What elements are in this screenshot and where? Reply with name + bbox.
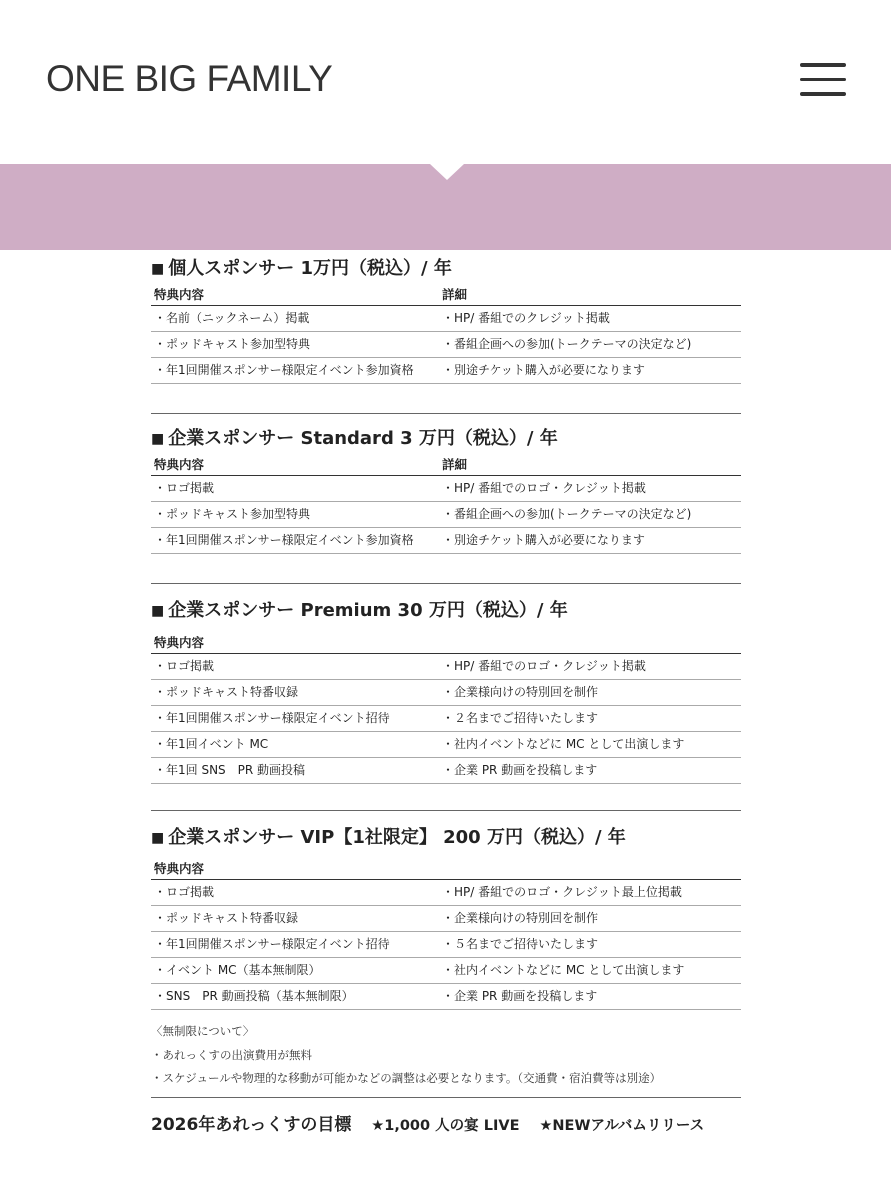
plan-title: ■ 企業スポンサー VIP【1社限定】 200 万円（税込）/ 年 [151,827,626,848]
benefit-cell: ・ポッドキャスト特番収録 [154,685,299,699]
benefit-cell: ・ポッドキャスト参加型特典 [154,337,311,351]
square-bullet-icon: ■ [151,431,165,447]
notes-heading: 〈無制限について〉 [151,1024,255,1038]
detail-cell: ・番組企画への参加(トークテーマの決定など) [442,507,692,521]
table-row [151,958,741,984]
goal-item: ★NEWアルバムリリース [539,1118,705,1134]
header-benefits: 特典内容 [154,287,205,302]
table-row [151,654,741,680]
plan-vip [151,811,741,1098]
square-bullet-icon: ■ [151,603,165,619]
plan-title: ■ 企業スポンサー Standard 3 万円（税込）/ 年 [151,428,558,449]
table-row [151,332,741,358]
table-row [151,984,741,1010]
benefit-cell: ・イベント MC（基本無制限） [154,963,321,977]
benefit-cell: ・年1回開催スポンサー様限定イベント招待 [154,711,390,725]
plan-title: ■ 企業スポンサー Premium 30 万円（税込）/ 年 [151,600,568,621]
detail-cell: ・番組企画への参加(トークテーマの決定など) [442,337,692,351]
plan-standard [151,414,741,584]
benefit-cell: ・名前（ニックネーム）掲載 [154,311,310,325]
table-header [151,858,741,880]
table-row [151,680,741,706]
site-header [0,0,891,164]
detail-cell: ・社内イベントなどに MC として出演します [442,963,685,977]
table-row [151,732,741,758]
detail-cell: ・HP/ 番組でのロゴ・クレジット最上位掲載 [442,885,682,899]
table-row [151,706,741,732]
benefit-cell: ・年1回開催スポンサー様限定イベント参加資格 [154,533,414,547]
table-row [151,932,741,958]
header-benefits: 特典内容 [154,861,205,876]
table-row [151,880,741,906]
section-banner [0,164,891,250]
notes-item: ・スケジュールや物理的な移動が可能かなどの調整は必要となります。（交通費・宿泊費等は別途） [151,1071,662,1085]
plan-premium [151,584,741,811]
header-benefits: 特典内容 [154,457,205,472]
benefit-cell: ・ロゴ掲載 [154,481,215,495]
detail-cell: ・別途チケット購入が必要になります [442,363,645,377]
square-bullet-icon: ■ [151,261,165,277]
header-details: 詳細 [442,287,468,302]
header-details: 詳細 [442,457,468,472]
table-row [151,358,741,384]
detail-cell: ・２名までご招待いたします [442,711,599,725]
detail-cell: ・HP/ 番組でのロゴ・クレジット掲載 [442,659,646,673]
table-row [151,758,741,784]
detail-cell: ・企業 PR 動画を投稿します [442,989,598,1003]
benefit-cell: ・ロゴ掲載 [154,659,215,673]
hamburger-menu-icon[interactable] [800,63,846,97]
down-arrow-icon [430,164,464,180]
benefit-cell: ・年1回イベント MC [154,737,269,751]
header-details [442,858,741,879]
detail-cell: ・HP/ 番組でのクレジット掲載 [442,311,610,325]
table-row [151,476,741,502]
benefit-cell: ・年1回開催スポンサー様限定イベント参加資格 [154,363,414,377]
table-row [151,306,741,332]
table-row [151,906,741,932]
goal-title: 2026年あれっくすの目標 [151,1115,352,1135]
table-header [151,632,741,654]
site-title[interactable]: ONE BIG FAMILY [46,58,333,99]
header-benefits: 特典内容 [154,635,205,650]
benefit-cell: ・ロゴ掲載 [154,885,215,899]
benefit-cell: ・年1回 SNS PR 動画投稿 [154,763,306,777]
unlimited-notes [151,1020,741,1091]
detail-cell: ・HP/ 番組でのロゴ・クレジット掲載 [442,481,646,495]
benefit-cell: ・ポッドキャスト特番収録 [154,911,299,925]
detail-cell: ・５名までご招待いたします [442,937,599,951]
detail-cell: ・企業 PR 動画を投稿します [442,763,598,777]
benefit-cell: ・SNS PR 動画投稿（基本無制限） [154,989,354,1003]
goal-item: ★1,000 人の宴 LIVE [371,1118,520,1134]
notes-item: ・あれっくすの出演費用が無料 [151,1047,312,1062]
detail-cell: ・別途チケット購入が必要になります [442,533,645,547]
goal-line [151,1110,751,1135]
detail-cell: ・社内イベントなどに MC として出演します [442,737,685,751]
table-header [151,284,741,306]
header-details [442,632,741,653]
detail-cell: ・企業様向けの特別回を制作 [442,685,599,699]
square-bullet-icon: ■ [151,830,165,846]
benefit-cell: ・ポッドキャスト参加型特典 [154,507,311,521]
plan-individual [151,255,741,414]
plan-title: ■ 個人スポンサー 1万円（税込）/ 年 [151,258,452,279]
benefit-cell: ・年1回開催スポンサー様限定イベント招待 [154,937,390,951]
table-row [151,528,741,554]
table-row [151,502,741,528]
sponsor-plans [151,255,741,1098]
table-header [151,454,741,476]
detail-cell: ・企業様向けの特別回を制作 [442,911,599,925]
